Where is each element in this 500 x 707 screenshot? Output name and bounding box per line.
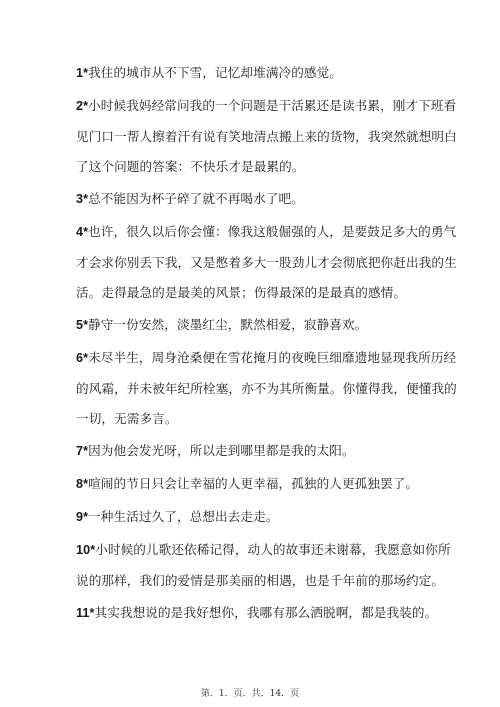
text-line: 说的那样，我们的爱情是那美丽的相遇，也是千年前的那场约定。: [76, 573, 445, 588]
paragraph-9: [76, 508, 428, 526]
text-line: 才会求你别丢下我，又是憋着多大一股劲儿才会彻底把你赶出我的生: [76, 255, 457, 270]
text-line: 7*因为他会发光呀，所以走到哪里都是我的太阳。: [76, 443, 355, 458]
text-line: 9*一种生活过久了，总想出去走走。: [76, 509, 279, 524]
text-line: 活。走得最急的是最美的风景；伤得最深的是最真的感情。: [76, 285, 407, 300]
paragraph-number: 9*: [76, 510, 89, 524]
text-line: 3*总不能因为杯子碎了就不再喝水了吧。: [76, 191, 304, 206]
paragraph-5: [76, 316, 428, 334]
paragraph-3: [76, 190, 428, 208]
paragraph-11: [76, 604, 438, 622]
paragraph-7: [76, 442, 428, 460]
text-line: 6*未尽半生，周身沧桑便在雪花掩月的夜晚巨细靡遗地显现我所历经: [76, 350, 457, 365]
paragraph-6: [76, 349, 457, 427]
text-line: 一切，无需多言。: [76, 411, 178, 426]
text-line: 4*也许，很久以后你会懂：像我这般倔强的人，是要鼓足多大的勇气: [76, 224, 457, 239]
paragraph-number: 8*: [76, 477, 89, 491]
text-line: 了这个问题的答案：不快乐才是最累的。: [76, 159, 305, 174]
paragraph-number: 6*: [76, 351, 89, 365]
text-line: 2*小时候我妈经常问我的一个问题是干活累还是读书累，刚才下班看: [76, 98, 457, 113]
paragraph-8: [76, 475, 428, 493]
paragraph-number: 5*: [76, 318, 89, 332]
text-line: 见门口一帮人擦着汗有说有笑地清点搬上来的货物，我突然就想明白: [76, 129, 457, 144]
paragraph-number: 2*: [76, 99, 89, 113]
text-line: 的风霜，并未被年纪所栓塞，亦不为其所衡量。你懂得我，便懂我的: [76, 381, 457, 396]
paragraph-number: 3*: [76, 192, 89, 206]
text-line: 10*小时候的儿歌还依稀记得，动人的故事还未谢幕，我愿意如你所: [76, 542, 451, 557]
paragraph-2: [76, 97, 457, 175]
paragraph-number: 4*: [76, 225, 89, 239]
paragraph-4: [76, 223, 457, 301]
paragraph-10: [76, 541, 451, 589]
page-footer: 第．1．页．共．14．页: [200, 689, 300, 699]
text-line: 5*静守一份安然，淡墨红尘，默然相爱，寂静喜欢。: [76, 317, 368, 332]
document-body: [76, 64, 457, 622]
paragraph-1: [76, 64, 428, 82]
paragraph-number: 10*: [76, 543, 96, 557]
paragraph-number: 1*: [76, 66, 89, 80]
paragraph-number: 7*: [76, 444, 89, 458]
text-line: 11*其实我想说的是我好想你，我哪有那么洒脱啊，都是我装的。: [76, 605, 438, 620]
text-line: 8*喧闹的节日只会让幸福的人更幸福，孤独的人更孤独罢了。: [76, 476, 419, 491]
text-line: 1*我住的城市从不下雪，记忆却堆满冷的感觉。: [76, 65, 342, 80]
paragraph-number: 11*: [76, 606, 95, 620]
